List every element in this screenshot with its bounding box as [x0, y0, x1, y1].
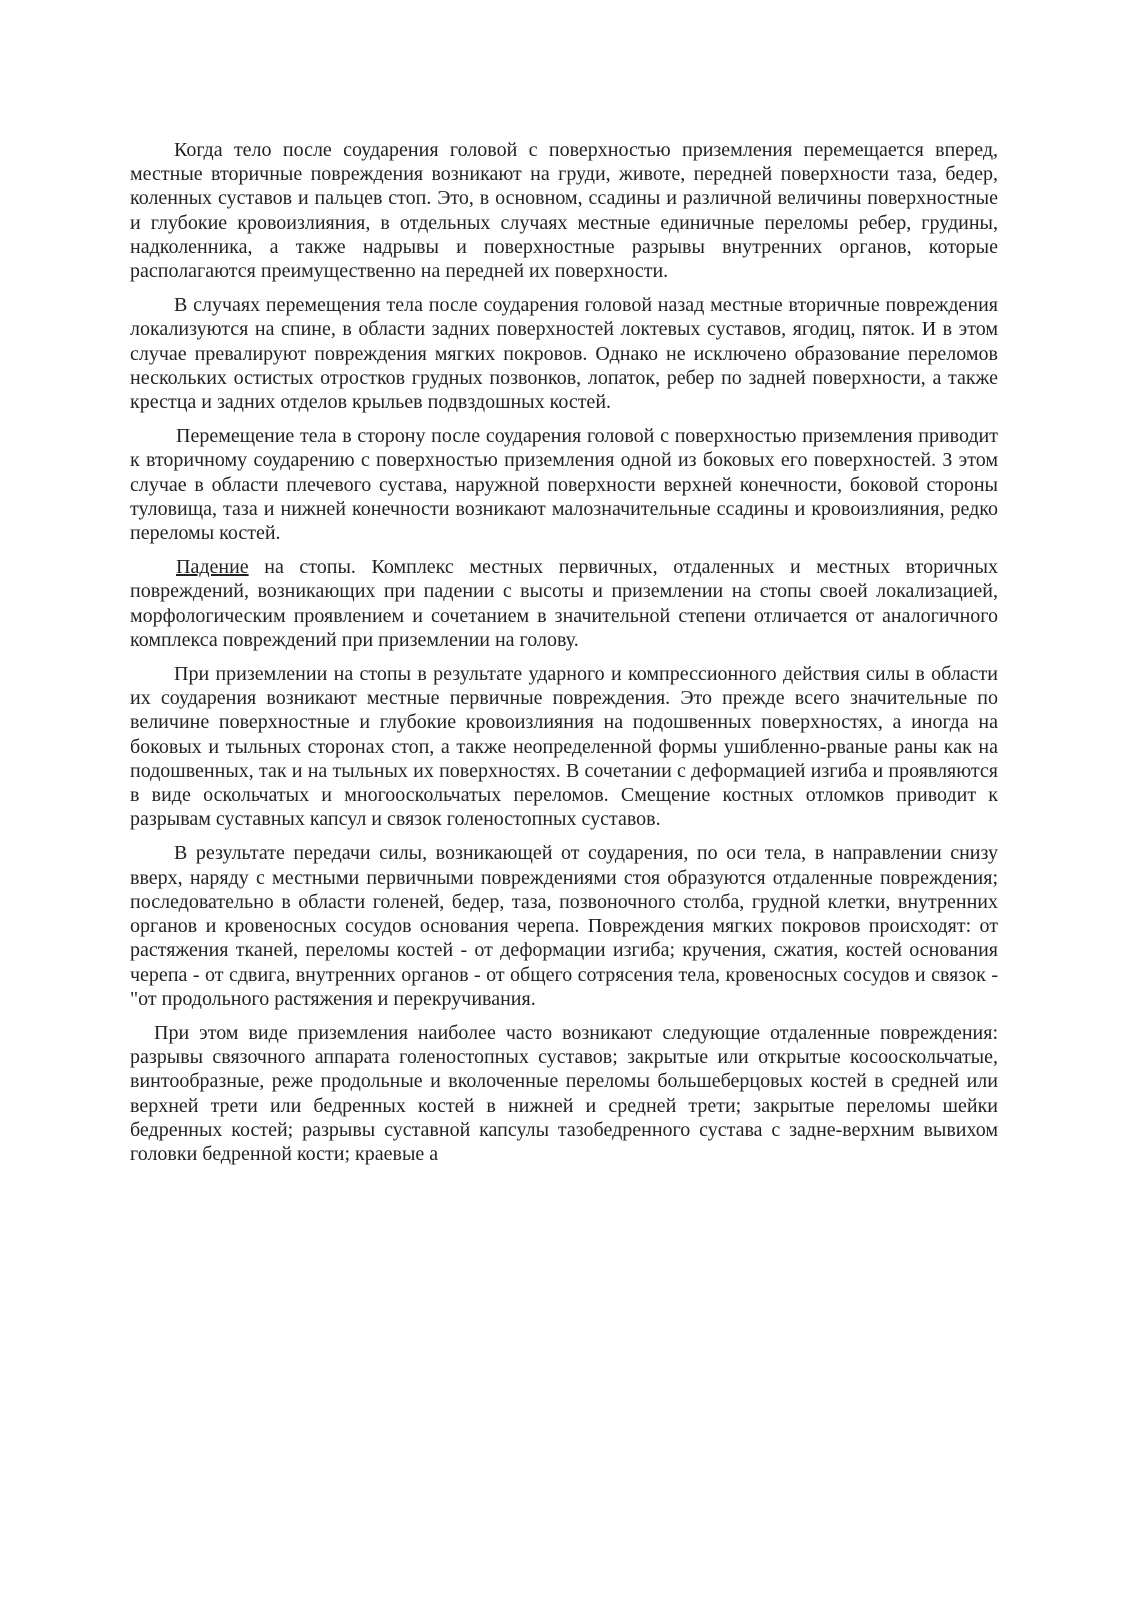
paragraph-distant-injuries: При этом виде приземления наиболее часто возникают следующие отдаленные повреждения: разрывы связочного аппарата голеностопных суставов; закрытые или открытые косооскольчатые, винтообразные, реже продольные и вколоченные переломы большеберцовых костей в средней или верхней трети или бедренных костей в нижней и средней трети; закрытые переломы шейки бедренных костей; разрывы суставной капсулы тазобедренного сустава с задне-верхним вывихом головки бедренной кости; краевые а: [130, 1021, 998, 1165]
paragraph-sideways-movement: Перемещение тела в сторону после соударения головой с поверхностью приземления приводит к вторичному соударению с поверхностью приземления одной из боковых его поверхностей. З этом случае в области плечевого сустава, наружной поверхности верхней конечности, боковой стороны туловища, таза и нижней конечности возникают малозначительные ссадины и кровоизлияния, редко переломы костей.: [130, 425, 998, 545]
paragraph-force-transmission: В результате передачи силы, возникающей от соударения, по оси тела, в направлении снизу вверх, наряду с местными первичными повреждениями стоя образуются отдаленные повреждения; последовательно в области голеней, бедер, таза, позвоночного столба, грудной клетки, внутренних органов и кровеносных сосудов основания черепа. Повреждения мягких покровов происходят: от растяжения тканей, переломы костей - от деформации изгиба; кручения, сжатия, костей основания черепа - от сдвига, внутренних органов - от общего сотрясения тела, кровеносных сосудов и связок - "от продольного растяжения и перекручивания.: [130, 842, 998, 1010]
paragraph-backward-movement: В случаях перемещения тела после соударения головой назад местные вторичные повреждения локализуются на спине, в области задних поверхностей локтевых суставов, ягодиц, пяток. И в этом случае превалируют повреждения мягких покровов. Однако не исключено образование переломов нескольких остистых отростков грудных позвонков, лопаток, ребер по задней поверхности, а также крестца и задних отделов крыльев подвздошных костей.: [130, 294, 998, 414]
paragraph-fall-on-feet: [130, 555, 998, 652]
paragraph-primary-injuries: При приземлении на стопы в результате ударного и компрессионного действия силы в области их соударения возникают местные первичные повреждения. Это прежде всего значительные по величине поверхностные и глубокие кровоизлияния на подошвенных поверхностях, а иногда на боковых и тыльных сторонах стоп, а также неопределенной формы ушибленно-рваные раны как на подошвенных, так и на тыльных их поверхностях. В сочетании с деформацией изгиба и проявляются в виде оскольчатых и многооскольчатых переломов. Смещение костных отломков приводит к разрывам суставных капсул и связок голеностопных суставов.: [130, 663, 998, 831]
paragraph-forward-movement: Когда тело после соударения головой с поверхностью приземления перемещается вперед, местные вторичные повреждения возникают на груди, животе, передней поверхности таза, бедер, коленных суставов и пальцев стоп. Это, в основном, ссадины и различной величины поверхностные и глубокие кровоизлияния, в отдельных случаях местные единичные переломы ребер, грудины, надколенника, а также надрывы и поверхностные разрывы внутренних органов, которые располагаются преимущественно на передней их поверхности.: [130, 139, 998, 283]
paragraph-fall-on-feet-text: на стопы. Комплекс местных первичных, отдаленных и местных вторичных повреждений, возникающих при падении с высоты и приземлении на стопы своей локализацией, морфологическим проявлением и сочетанием в значительной степени отличается от аналогичного комплекса повреждений при приземлении на голову.: [130, 556, 998, 651]
document-page: [130, 138, 998, 1176]
underlined-term: Падение: [176, 556, 249, 579]
